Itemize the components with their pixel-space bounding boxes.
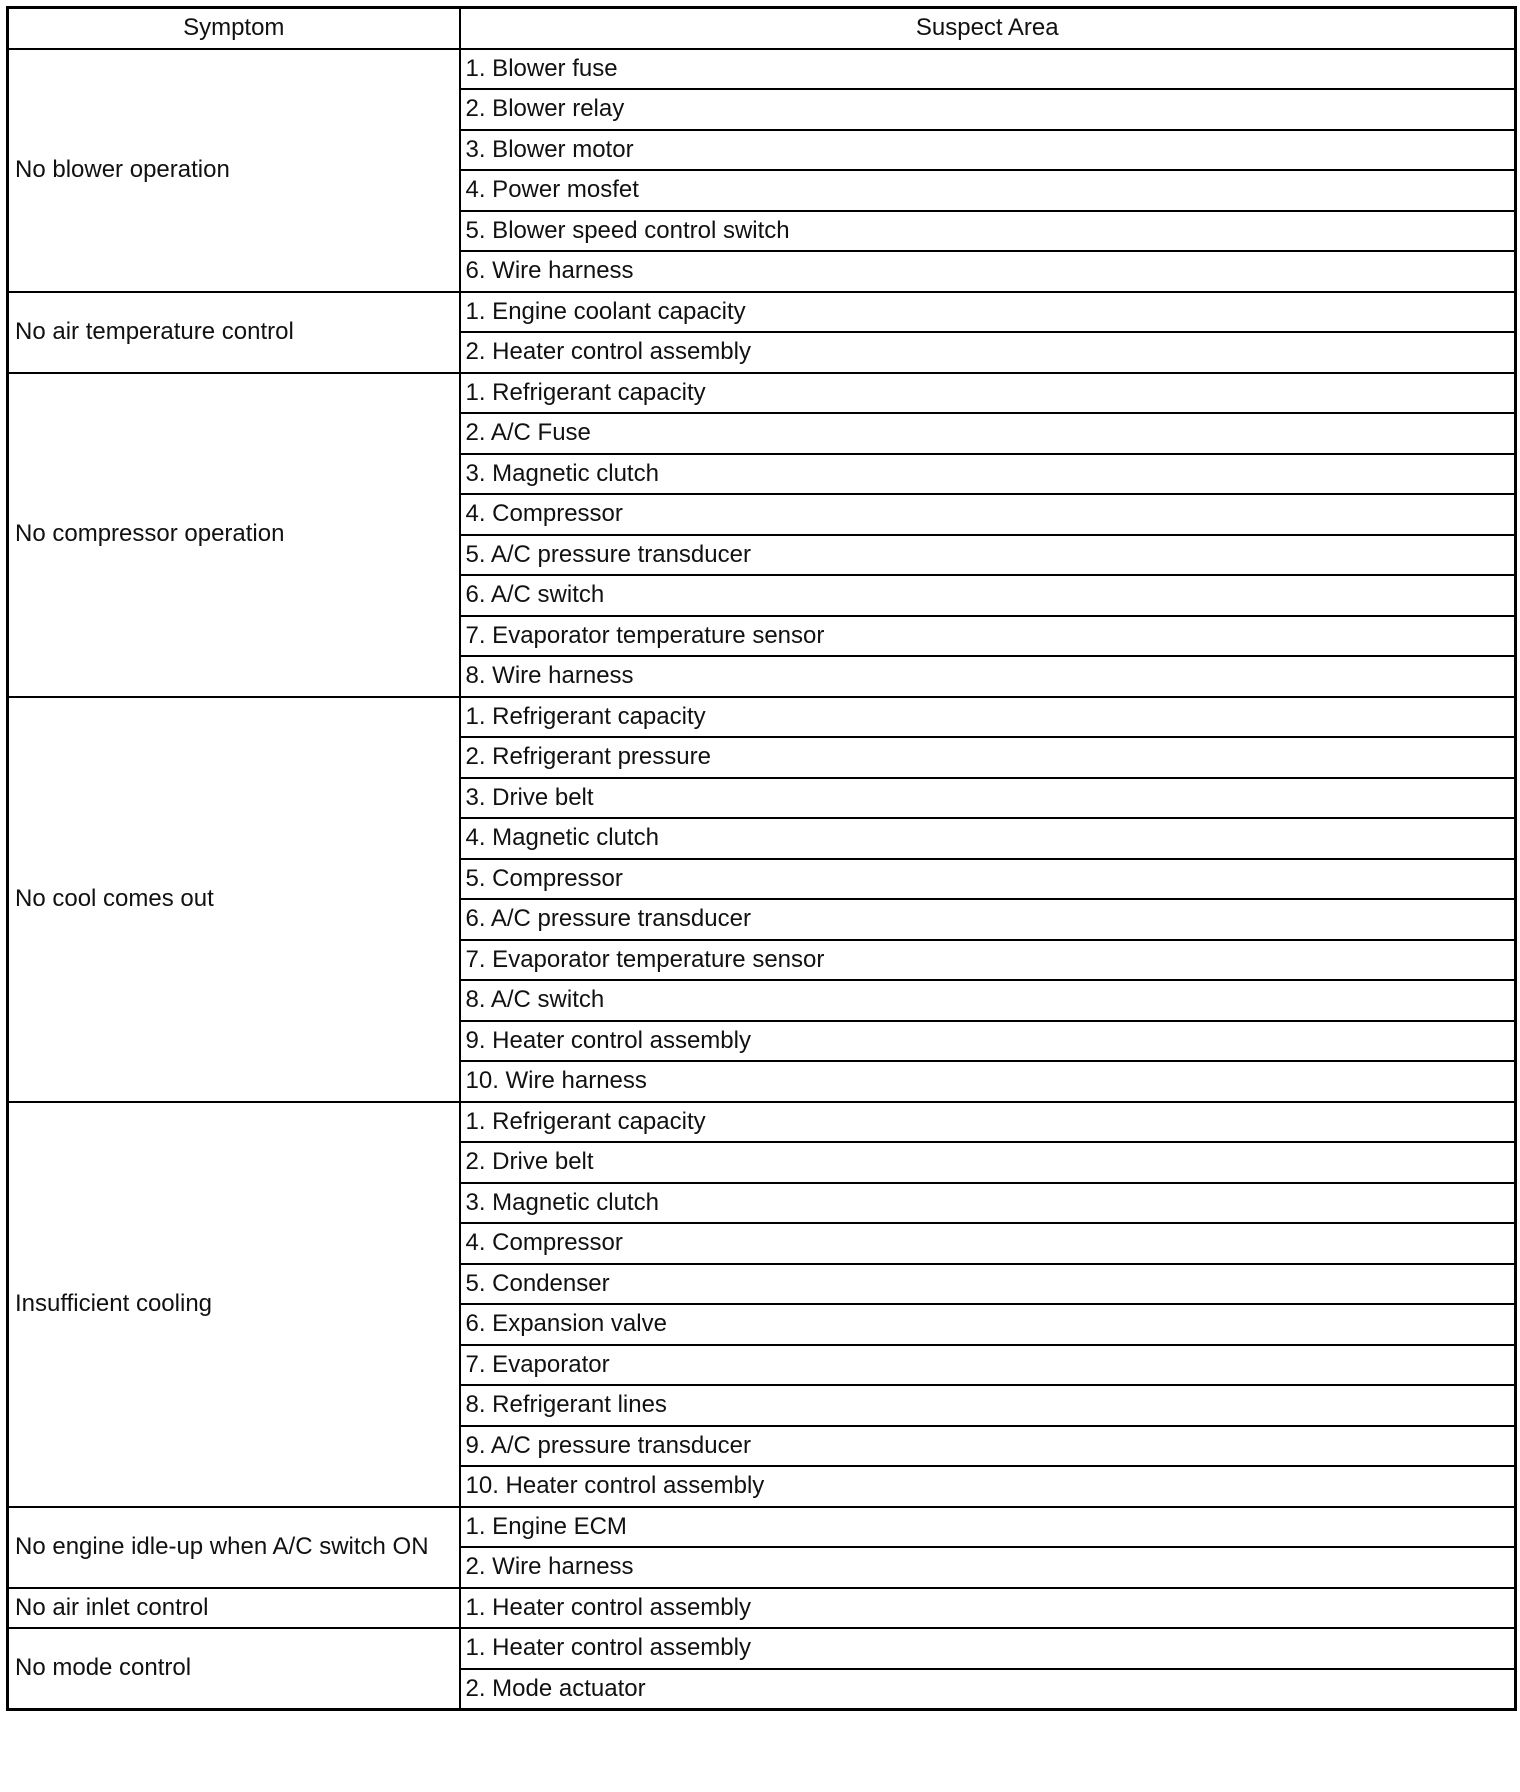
suspect-area-column-header: Suspect Area: [460, 8, 1516, 49]
suspect-area-cell: 8. A/C switch: [460, 980, 1516, 1021]
suspect-area-cell: 1. Refrigerant capacity: [460, 1102, 1516, 1143]
suspect-area-cell: 2. A/C Fuse: [460, 413, 1516, 454]
table-row: [8, 697, 1516, 738]
suspect-area-cell: 2. Mode actuator: [460, 1669, 1516, 1710]
symptom-column-header: Symptom: [8, 8, 460, 49]
suspect-area-cell: 2. Wire harness: [460, 1547, 1516, 1588]
suspect-area-cell: 1. Engine ECM: [460, 1507, 1516, 1548]
suspect-area-cell: 5. Blower speed control switch: [460, 211, 1516, 252]
troubleshooting-table: [6, 6, 1517, 1711]
table-row: [8, 373, 1516, 414]
suspect-area-cell: 2. Drive belt: [460, 1142, 1516, 1183]
suspect-area-cell: 3. Magnetic clutch: [460, 1183, 1516, 1224]
suspect-area-cell: 4. Power mosfet: [460, 170, 1516, 211]
suspect-area-cell: 10. Wire harness: [460, 1061, 1516, 1102]
suspect-area-cell: 1. Engine coolant capacity: [460, 292, 1516, 333]
suspect-area-cell: 1. Heater control assembly: [460, 1588, 1516, 1629]
table-body: [8, 49, 1516, 1710]
suspect-area-cell: 1. Refrigerant capacity: [460, 373, 1516, 414]
suspect-area-cell: 7. Evaporator temperature sensor: [460, 940, 1516, 981]
symptom-cell: No air inlet control: [8, 1588, 460, 1629]
suspect-area-cell: 3. Blower motor: [460, 130, 1516, 171]
symptom-cell: No mode control: [8, 1628, 460, 1710]
suspect-area-cell: 6. A/C switch: [460, 575, 1516, 616]
suspect-area-cell: 2. Blower relay: [460, 89, 1516, 130]
suspect-area-cell: 5. Compressor: [460, 859, 1516, 900]
suspect-area-cell: 4. Compressor: [460, 494, 1516, 535]
suspect-area-cell: 8. Wire harness: [460, 656, 1516, 697]
suspect-area-cell: 4. Compressor: [460, 1223, 1516, 1264]
table-row: [8, 1507, 1516, 1548]
suspect-area-cell: 2. Heater control assembly: [460, 332, 1516, 373]
suspect-area-cell: 3. Drive belt: [460, 778, 1516, 819]
suspect-area-cell: 3. Magnetic clutch: [460, 454, 1516, 495]
suspect-area-cell: 2. Refrigerant pressure: [460, 737, 1516, 778]
table-row: [8, 1102, 1516, 1143]
suspect-area-cell: 1. Refrigerant capacity: [460, 697, 1516, 738]
table-row: [8, 49, 1516, 90]
suspect-area-cell: 9. Heater control assembly: [460, 1021, 1516, 1062]
symptom-cell: No compressor operation: [8, 373, 460, 697]
table-row: [8, 1628, 1516, 1669]
suspect-area-cell: 10. Heater control assembly: [460, 1466, 1516, 1507]
suspect-area-cell: 5. Condenser: [460, 1264, 1516, 1305]
suspect-area-cell: 6. Wire harness: [460, 251, 1516, 292]
table-row: [8, 1588, 1516, 1629]
symptom-cell: Insufficient cooling: [8, 1102, 460, 1507]
suspect-area-cell: 8. Refrigerant lines: [460, 1385, 1516, 1426]
suspect-area-cell: 6. Expansion valve: [460, 1304, 1516, 1345]
suspect-area-cell: 9. A/C pressure transducer: [460, 1426, 1516, 1467]
symptom-cell: No engine idle-up when A/C switch ON: [8, 1507, 460, 1588]
suspect-area-cell: 1. Heater control assembly: [460, 1628, 1516, 1669]
suspect-area-cell: 5. A/C pressure transducer: [460, 535, 1516, 576]
suspect-area-cell: 6. A/C pressure transducer: [460, 899, 1516, 940]
suspect-area-cell: 7. Evaporator: [460, 1345, 1516, 1386]
suspect-area-cell: 7. Evaporator temperature sensor: [460, 616, 1516, 657]
symptom-cell: No blower operation: [8, 49, 460, 292]
table-row: [8, 292, 1516, 333]
header-row: [8, 8, 1516, 49]
symptom-cell: No cool comes out: [8, 697, 460, 1102]
symptom-cell: No air temperature control: [8, 292, 460, 373]
suspect-area-cell: 1. Blower fuse: [460, 49, 1516, 90]
suspect-area-cell: 4. Magnetic clutch: [460, 818, 1516, 859]
troubleshooting-table-container: [6, 6, 1517, 1711]
